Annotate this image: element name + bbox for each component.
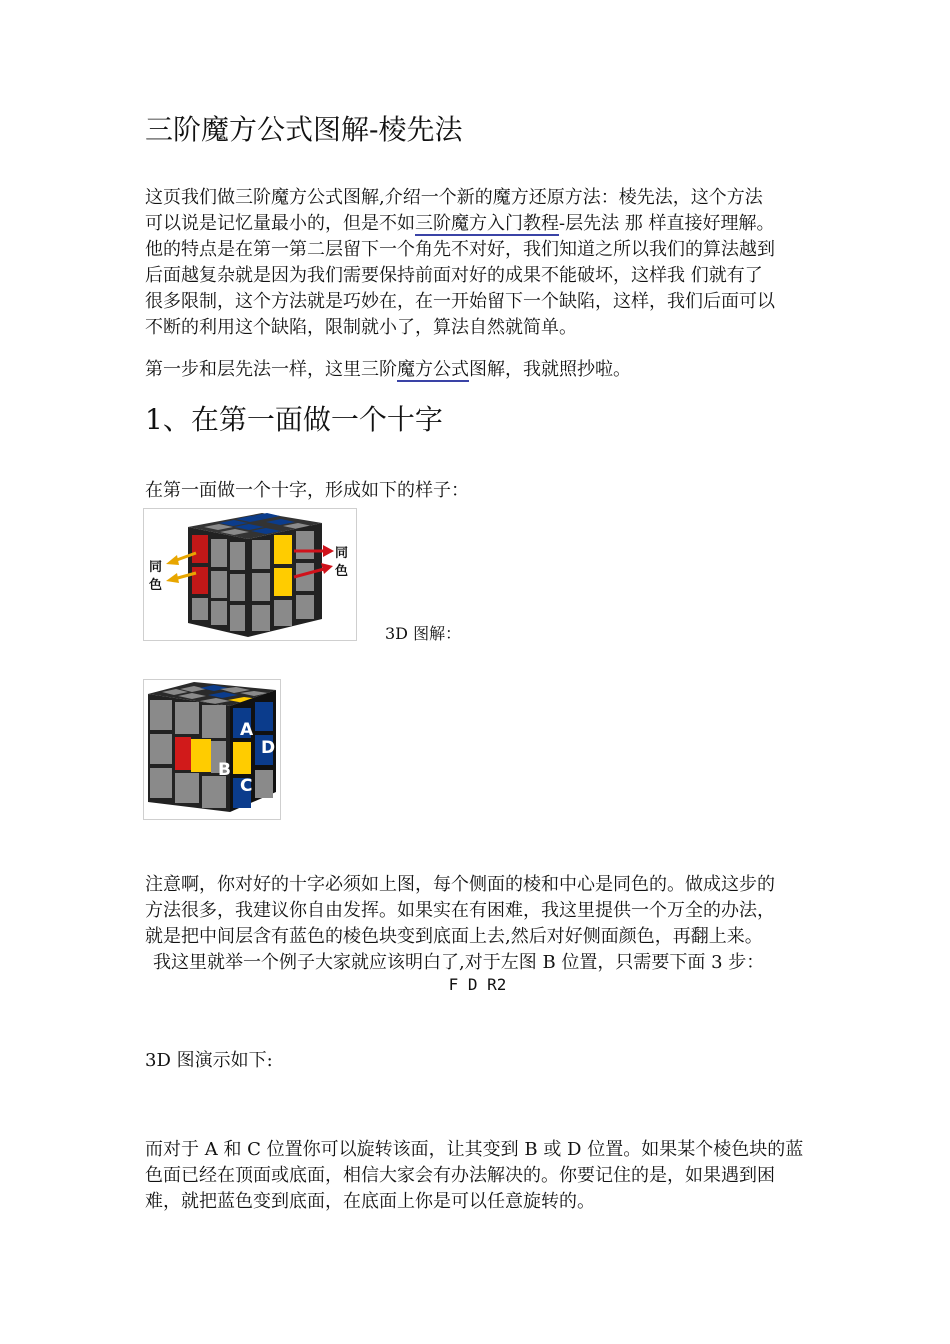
position-label-d: D [261, 738, 276, 758]
cube-formula-link[interactable]: 魔方公式 [397, 359, 469, 380]
intro-paragraph [145, 185, 810, 341]
page-title: 三阶魔方公式图解-棱先法 [145, 113, 463, 146]
beginner-tutorial-link[interactable]: 三阶魔方入门教程 [415, 213, 559, 234]
same-color-label-left: 同色 [149, 560, 163, 593]
3d-diagram-caption: 3D 图解： [385, 624, 462, 643]
step-intro-paragraph: 第一步和层先法一样，这里三阶魔方公式图解，我就照抄啦。 [145, 359, 631, 380]
intro-line-5: 很多限制，这个方法就是巧妙在，在一开始留下一个缺陷，这样，我们后面可以 [145, 291, 775, 312]
cube-cross-illustration [144, 509, 356, 640]
note-line-4: 我这里就举一个例子大家就应该明白了,对于左图 B 位置，只需要下面 3 步： [153, 952, 765, 973]
section-heading-cross: 1、在第一面做一个十字 [145, 403, 443, 436]
intro-line-6: 不断的利用这个缺陷，限制就小了，算法自然就简单。 [145, 317, 577, 338]
intro-line-1: 这页我们做三阶魔方公式图解,介绍一个新的魔方还原方法：棱先法，这个方法 [145, 187, 763, 208]
position-label-c: C [240, 776, 253, 796]
note-paragraph [145, 872, 810, 976]
cube-abcd-illustration [144, 680, 280, 819]
position-label-a: A [240, 720, 254, 740]
note-line-3: 就是把中间层含有蓝色的棱色块变到底面上去,然后对好侧面颜色，再翻上来。 [145, 926, 763, 947]
intro-line-4: 后面越复杂就是因为我们需要保持前面对好的成果不能破坏，这样我 们就有了 [145, 265, 763, 286]
last-paragraph [145, 1137, 810, 1215]
note-line-1: 注意啊，你对好的十字必须如上图，每个侧面的棱和中心是同色的。做成这步的 [145, 874, 775, 895]
same-color-label-right: 同色 [335, 546, 349, 579]
last-line-1: 而对于 A 和 C 位置你可以旋转该面，让其变到 B 或 D 位置。如果某个棱色块的蓝 [145, 1139, 804, 1160]
demo-label: 3D 图演示如下: [145, 1050, 273, 1071]
last-line-2: 色面已经在顶面或底面，相信大家会有办法解决的。你要记住的是，如果遇到困 [145, 1165, 775, 1186]
intro-line-2: 可以说是记忆量最小的，但是不如三阶魔方入门教程-层先法 那 样直接好理解。 [145, 213, 775, 234]
position-label-b: B [218, 760, 231, 780]
note-line-2: 方法很多，我建议你自由发挥。如果实在有困难，我这里提供一个万全的办法， [145, 900, 775, 921]
last-line-3: 难，就把蓝色变到底面，在底面上你是可以任意旋转的。 [145, 1191, 595, 1212]
formula-text: F D R2 [448, 975, 507, 994]
intro-line-3: 他的特点是在第一第二层留下一个角先不对好，我们知道之所以我们的算法越到 [145, 239, 775, 260]
cross-figure [143, 508, 357, 641]
abcd-figure [143, 679, 281, 820]
cross-description: 在第一面做一个十字，形成如下的样子： [145, 480, 469, 501]
